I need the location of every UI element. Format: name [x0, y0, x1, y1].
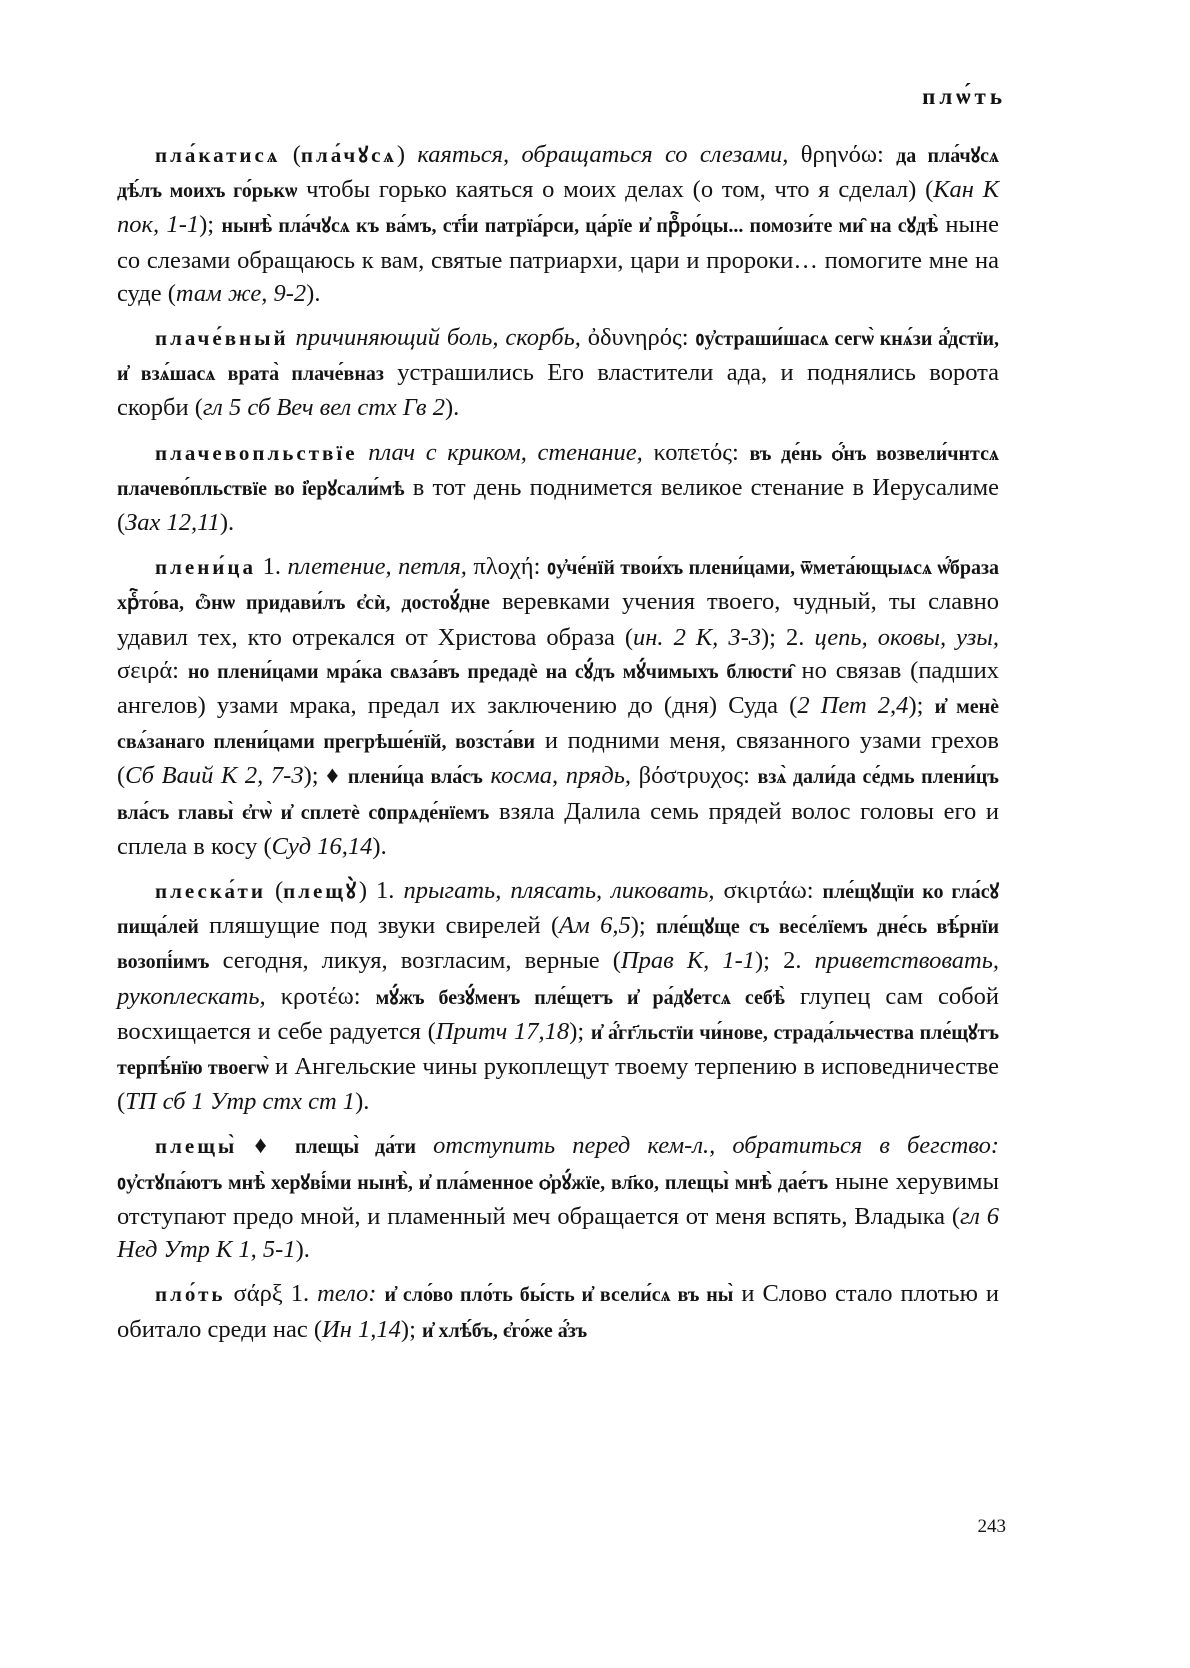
- entry-text: 1.: [256, 553, 288, 581]
- greek-term: σάρξ: [233, 1280, 291, 1308]
- entry-text: ).: [372, 832, 387, 860]
- italic-text: каяться, обращаться со слезами,: [417, 141, 801, 168]
- italic-text: отступить перед кем-л., обратиться в бегство:: [433, 1132, 999, 1160]
- page-number: 243: [977, 1516, 1006, 1537]
- entry-text: глупец сам собой восхищается и себе радуется (: [117, 982, 1000, 1045]
- entry-text: );: [908, 692, 935, 720]
- entry-text: ♦: [237, 1132, 295, 1160]
- italic-text: цепь, оковы, узы,: [814, 623, 999, 651]
- headword: плещꙋ̀: [283, 879, 359, 904]
- italic-text: Кан К пок, 1-1: [117, 176, 999, 239]
- dictionary-entry: [117, 321, 999, 425]
- dictionary-entry: [117, 1277, 999, 1347]
- greek-term: σκιρτάω:: [723, 877, 823, 905]
- italic-text: Притч 17,18: [435, 1017, 570, 1045]
- entry-text: [226, 1280, 234, 1307]
- entry-text: пляшущие под звуки свирелей (: [198, 912, 560, 940]
- entry-text: );: [630, 912, 657, 940]
- church-slavonic-quote: но плени́цами мра́ка свѧза́въ предадѐ на сꙋ́дъ мꙋ́чимыхъ блюсти̑: [187, 660, 793, 683]
- italic-text: Ин 1,14: [322, 1315, 401, 1343]
- church-slavonic-quote: ᲂу҆страши́шасѧ сегѡ̀ кнѧ́зи а҆́дстїи, и҆ взѧ́шасѧ врата̀ плаче́вназ: [117, 328, 999, 386]
- entry-text: ).: [355, 1088, 370, 1116]
- headword: плеска́ти: [155, 879, 266, 904]
- entry-text: веревками учения твоего, чудный, ты славно удавил тех, кто отрекался от Христова образа (: [117, 588, 1000, 651]
- church-slavonic-quote: ᲂу҆че́нїй твои́хъ плени́цами, ѿмета́ющыѧсѧ ѡ҆́браза хрⷭ҇то́ва, ѽнѡ придави́лъ є҆сѝ, достоꙋ́дне: [117, 557, 1000, 615]
- headword: плени́ца: [155, 555, 257, 580]
- italic-text: приветствовать, рукоплескать,: [117, 947, 1000, 1010]
- headword: пло́ть: [155, 1282, 226, 1307]
- church-slavonic-quote: пле́щꙋще съ весе́лїемъ дне́сь вѣ́рнїи возопі́имъ: [117, 916, 999, 974]
- greek-term: βόστρυχος:: [638, 762, 758, 790]
- italic-text: Сб Ваий К 2, 7-3: [125, 762, 304, 790]
- italic-text: плетение, петля,: [287, 553, 474, 581]
- church-slavonic-quote: въ де́нь ѻ҆́нъ возвели́чнтсѧ плачево́пльствїе во і҆ерꙋсали́мѣ: [117, 442, 999, 500]
- italic-text: Суд 16,14: [271, 832, 373, 860]
- entry-text: (: [280, 141, 301, 168]
- entry-text: [358, 439, 369, 466]
- dictionary-entry: [117, 1129, 999, 1266]
- dictionary-entry: [117, 138, 999, 310]
- church-slavonic-quote: и҆ менѐ свѧ́занаго плени́цами прегрѣше́нїй, возста́ви: [117, 696, 1000, 754]
- greek-term: κροτέω:: [280, 982, 376, 1010]
- entry-text: в тот день поднимется великое стенание в Иерусалиме (: [117, 473, 999, 537]
- dictionary-entry: [117, 550, 999, 863]
- entry-text: ныне херувимы отступают предо мной, и пламенный меч обращается от меня вспять, Владыка (: [117, 1167, 999, 1230]
- entry-text: но связав (падших ангелов) узами мрака, предал их заключению до (дня) Суда (: [117, 656, 999, 720]
- italic-text: плач с криком, стенание,: [368, 438, 654, 466]
- entries-body: [117, 138, 999, 1359]
- church-slavonic-quote: и҆ а҆́гг҃льстїи чи́нове, страда́льчества пле́щꙋтъ терпѣ́нїю твоегѡ̀: [117, 1021, 1000, 1080]
- entry-text: ).: [306, 279, 321, 307]
- italic-text: причиняющий боль, скорбь,: [295, 324, 588, 352]
- dictionary-entry: [117, 874, 999, 1118]
- greek-term: πλοχή:: [473, 553, 547, 581]
- entry-text: ныне со слезами обращаюсь к вам, святые патриархи, цари и пророки… помогите мне на суде (: [117, 211, 999, 307]
- italic-text: гл 5 сб Веч вел стх Гв 2: [202, 394, 445, 422]
- italic-text: гл 6 Нед Утр К 1, 5-1: [117, 1202, 999, 1264]
- entry-text: ).: [295, 1236, 310, 1264]
- church-slavonic-quote: плещы̀ да́ти: [294, 1136, 416, 1159]
- entry-text: (: [265, 877, 284, 905]
- church-slavonic-quote: мꙋ́жъ безꙋ́менъ пле́щетъ и҆ ра́дꙋетсѧ себѣ̀: [375, 986, 785, 1009]
- entry-text: и Ангельские чины рукоплещут твоему терпению в исповедничестве (: [117, 1053, 999, 1116]
- entry-text: ); ♦: [303, 762, 348, 790]
- entry-text: );: [569, 1017, 591, 1045]
- headword: плещы̀: [155, 1134, 238, 1159]
- entry-text: и подними меня, связанного узами грехов (: [117, 727, 999, 790]
- entry-text: сегодня, ликуя, возгласим, верные (: [209, 947, 621, 975]
- church-slavonic-quote: ᲂу҆стꙋпа́ютъ мнѣ̀ херꙋві́ми нынѣ̀, и҆ пла́менное ѻ҆рꙋ́жїе, вл҃ко, плещы̀ мнѣ̀ дае́тъ: [117, 1171, 829, 1194]
- greek-term: θρηνόω:: [800, 141, 897, 168]
- entry-text: взяла Далила семь прядей волос головы его и сплела в косу (: [117, 797, 999, 860]
- italic-text: косма, прядь,: [490, 762, 639, 790]
- entry-text: ); 2.: [761, 623, 815, 651]
- entry-text: ) 1.: [358, 877, 404, 905]
- entry-text: чтобы горько каяться о моих делах (о том, что я сделал) (: [297, 176, 934, 204]
- headword: плачевопльствїе: [155, 440, 358, 465]
- entry-text: );: [199, 211, 222, 239]
- italic-text: 2 Пет 2,4: [797, 692, 909, 720]
- entry-text: ).: [219, 509, 235, 537]
- church-slavonic-quote: да пла́чꙋсѧ дѣ́лъ моихъ го́рькѡ: [117, 145, 999, 203]
- entry-text: [416, 1132, 433, 1159]
- dictionary-entry: [117, 436, 999, 540]
- headword: плаче́вный: [155, 326, 289, 351]
- italic-text: ТП сб 1 Утр стх ст 1: [125, 1088, 356, 1116]
- italic-text: тело:: [317, 1280, 385, 1308]
- italic-text: Зах 12,11: [125, 509, 220, 537]
- entry-text: 1.: [290, 1280, 318, 1308]
- italic-text: Ам 6,5: [559, 912, 631, 940]
- entry-text: ): [396, 141, 418, 168]
- entry-text: устрашились Его властители ада, и поднялись ворота скорби (: [117, 359, 999, 422]
- headword: пла́чꙋсѧ: [300, 143, 397, 167]
- greek-term: ὀδυνηρός:: [587, 324, 696, 352]
- church-slavonic-quote: и҆ сло́во пло́ть бы́сть и҆ всели́сѧ въ ны̀: [384, 1284, 734, 1307]
- greek-term: σειρά:: [117, 656, 188, 684]
- italic-text: там же, 9-2: [175, 279, 307, 307]
- entry-text: ).: [444, 394, 460, 422]
- italic-text: Прав К, 1-1: [620, 947, 756, 975]
- running-head: плѡ́ть: [922, 84, 1006, 109]
- entry-text: );: [400, 1315, 422, 1343]
- entry-text: и Слово стало плотью и обитало среди нас (: [117, 1280, 1000, 1343]
- church-slavonic-quote: плени́ца вла́съ: [347, 766, 483, 789]
- italic-text: прыгать, плясать, ликовать,: [403, 877, 724, 905]
- headword: пла́катисѧ: [155, 143, 281, 167]
- italic-text: ин. 2 К, 3-3: [633, 623, 761, 651]
- church-slavonic-quote: и҆ хлѣ́бъ, є҆го́же а҆́зъ: [422, 1319, 588, 1342]
- church-slavonic-quote: пле́щꙋщїи ко гла́сꙋ пища́лей: [117, 881, 999, 939]
- entry-text: ); 2.: [755, 947, 815, 975]
- entry-text: [289, 324, 296, 351]
- greek-term: κοπετός:: [653, 438, 750, 466]
- church-slavonic-quote: взѧ̀ дали́да се́дмь плени́цъ вла́съ главы̀ є҆гѡ̀ и҆ сплетѐ сᲂпрѧде́нїемъ: [117, 766, 999, 824]
- church-slavonic-quote: нынѣ̀ пла́чꙋсѧ къ ва́мъ, ст҃і́и патрїа́рси, ца́рїе и҆ прⷪ҇ро́цы... помози́те ми̑ на сꙋдѣ̀: [221, 215, 939, 238]
